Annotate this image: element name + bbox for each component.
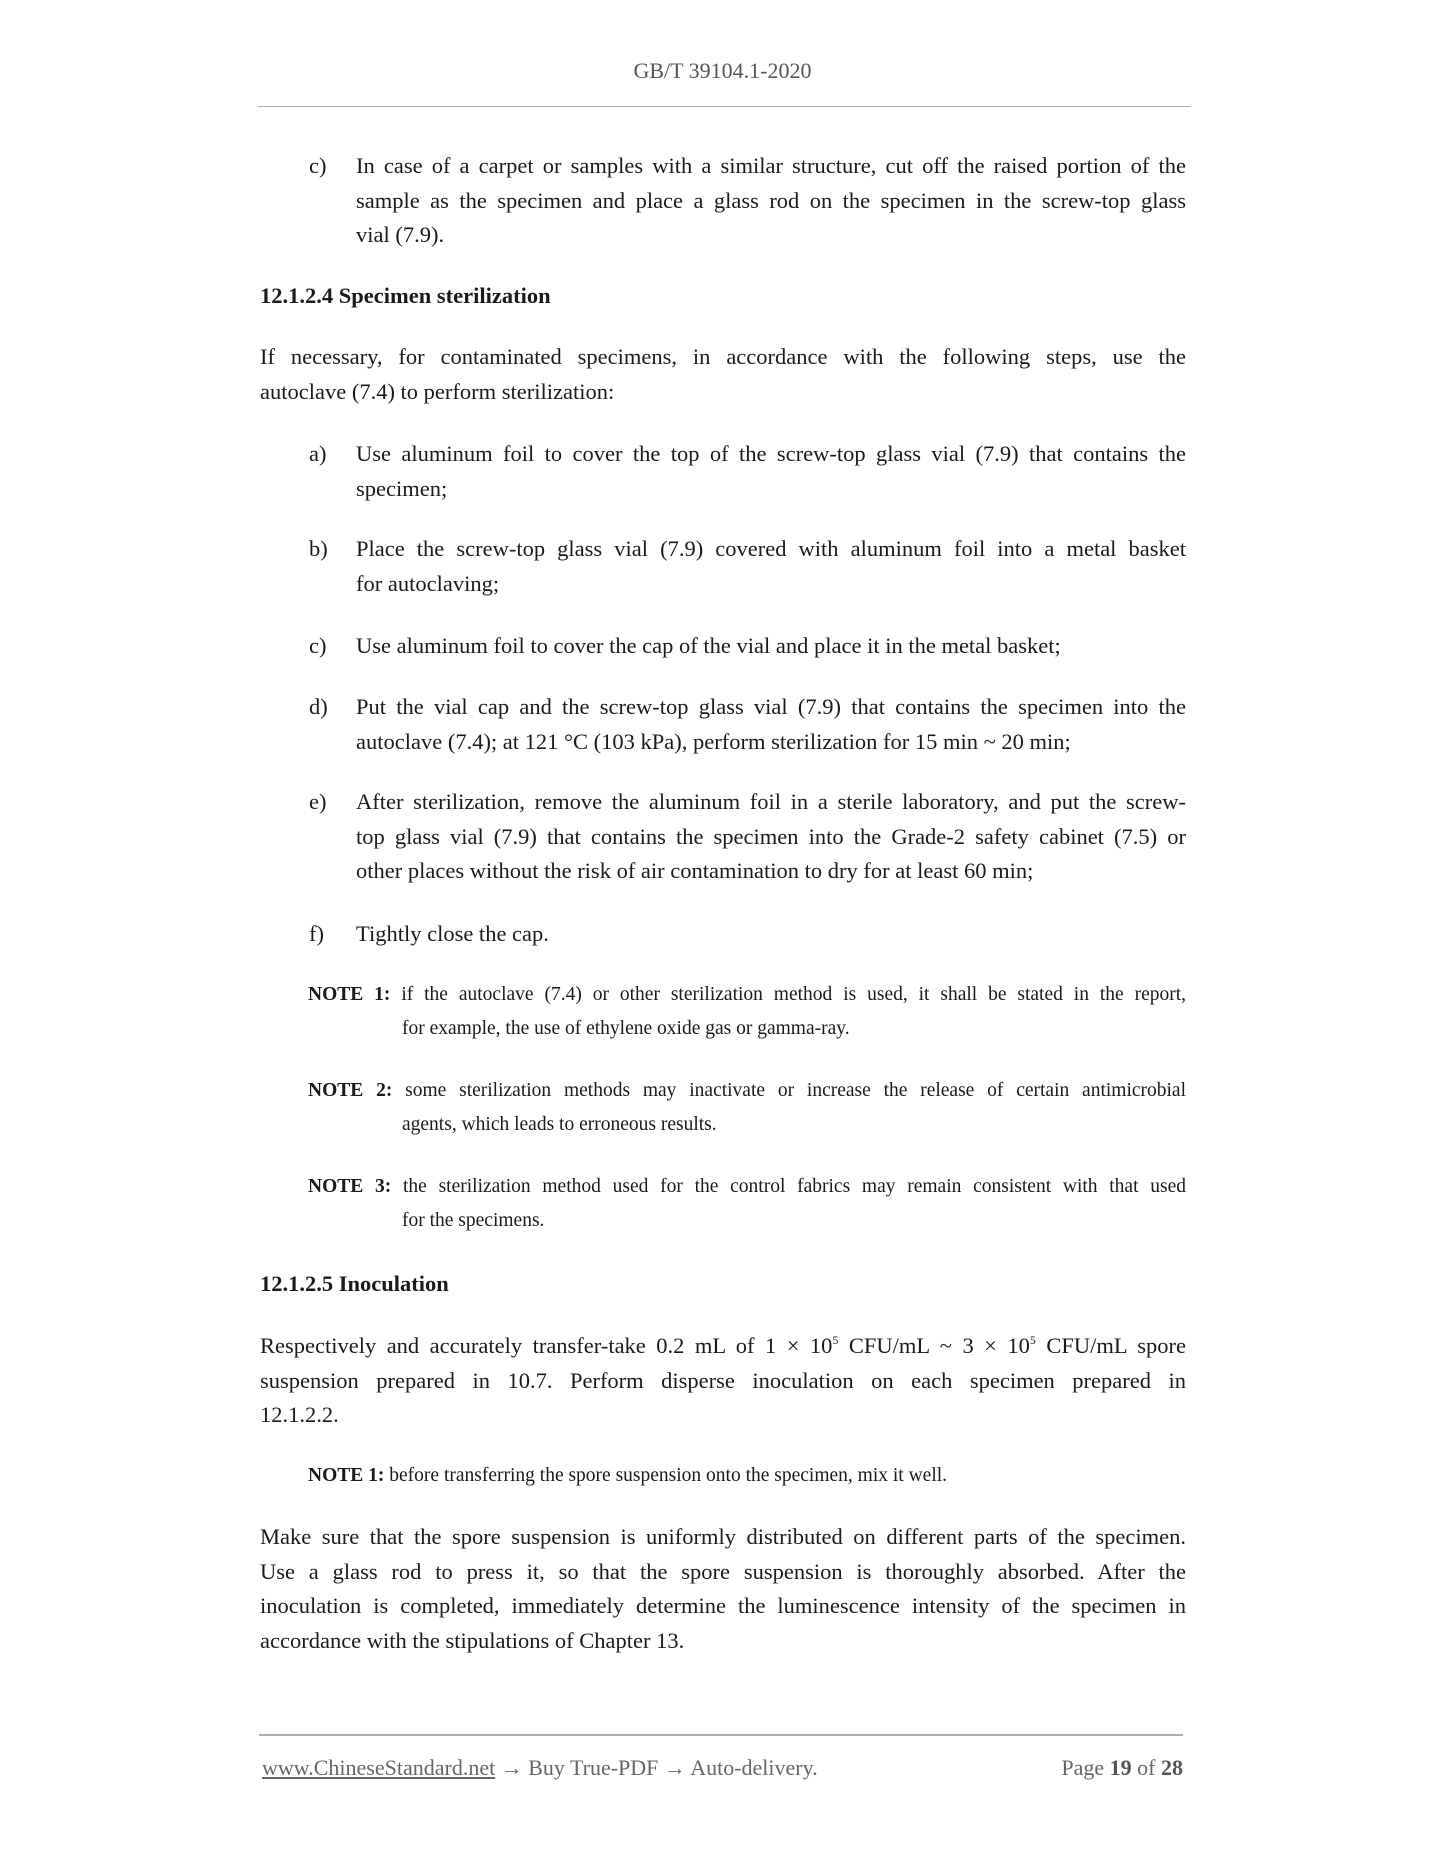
list-item-line: After sterilization, remove the aluminum foil in a sterile laboratory, and put the screw-	[356, 789, 1186, 814]
list-item-line: vial (7.9).	[356, 222, 445, 248]
note-line	[308, 978, 1186, 1012]
note-label: NOTE 2:	[308, 1080, 393, 1101]
list-item-line: specimen;	[356, 475, 448, 501]
section-heading: 12.1.2.5 Inoculation	[260, 1271, 449, 1296]
list-item-line: Use aluminum foil to cover the top of the screw-top glass vial (7.9) that contains the	[356, 441, 1186, 466]
page-number	[1061, 1755, 1183, 1781]
paragraph-line: autoclave (7.4) to perform sterilization:	[260, 378, 615, 404]
list-item-line: Use aluminum foil to cover the cap of the vial and place it in the metal basket;	[356, 633, 1061, 658]
note-line	[308, 1074, 1186, 1108]
list-item-label: d)	[309, 694, 328, 719]
paragraph-line: If necessary, for contaminated specimens, in accordance with the following steps, use the	[260, 344, 1186, 369]
list-item-label: e)	[309, 789, 327, 814]
list-item-line: Tightly close the cap.	[356, 921, 549, 946]
list-item-line: autoclave (7.4); at 121 °C (103 kPa), perform sterilization for 15 min ~ 20 min;	[356, 728, 1071, 754]
list-item-label: b)	[309, 536, 328, 561]
current-page: 19	[1109, 1755, 1132, 1780]
note-label: NOTE 1:	[308, 1465, 385, 1486]
paragraph-line	[260, 1329, 1186, 1363]
buy-pdf-text: Buy True-PDF	[528, 1755, 659, 1780]
note-text: before transferring the spore suspension onto the specimen, mix it well.	[389, 1465, 948, 1486]
paragraph-line: Use a glass rod to press it, so that the spore suspension is thoroughly absorbed. After the	[260, 1558, 1186, 1584]
list-item-line: sample as the specimen and place a glass rod on the specimen in the screw-top glass	[356, 187, 1186, 213]
section-heading: 12.1.2.4 Specimen sterilization	[260, 283, 551, 308]
note-text: some sterilization methods may inactivate or increase the release of certain antimicrobial	[405, 1080, 1186, 1101]
document-id-header: GB/T 39104.1-2020	[633, 58, 812, 83]
paragraph-line: suspension prepared in 10.7. Perform disperse inoculation on each specimen prepared in	[260, 1367, 1186, 1393]
list-item-label: a)	[309, 441, 327, 466]
list-item-label: f)	[309, 921, 324, 946]
arrow-icon: →	[663, 1755, 686, 1780]
header-rule	[258, 106, 1191, 107]
text-segment: CFU/mL ~ 3 × 10	[838, 1333, 1030, 1358]
paragraph-line: accordance with the stipulations of Chapter 13.	[260, 1627, 685, 1653]
footer-left	[262, 1755, 818, 1781]
list-item-label: c)	[309, 153, 327, 178]
website-link[interactable]: www.ChineseStandard.net	[262, 1755, 496, 1780]
arrow-icon: →	[500, 1755, 523, 1780]
paragraph-line: 12.1.2.2.	[260, 1402, 339, 1428]
note-line: for example, the use of ethylene oxide gas or gamma-ray.	[402, 1018, 850, 1040]
of-label: of	[1137, 1755, 1156, 1780]
paragraph-line: inoculation is completed, immediately determine the luminescence intensity of the specimen in	[260, 1593, 1186, 1619]
note-line: for the specimens.	[402, 1210, 545, 1232]
superscript: 5	[1029, 1333, 1036, 1347]
note-label: NOTE 1:	[308, 984, 391, 1005]
auto-delivery-text: Auto-delivery.	[690, 1755, 818, 1780]
superscript: 5	[832, 1333, 839, 1347]
note-text: if the autoclave (7.4) or other sterilization method is used, it shall be stated in the report,	[401, 984, 1186, 1005]
list-item-line: Place the screw-top glass vial (7.9) covered with aluminum foil into a metal basket	[356, 536, 1186, 561]
text-segment: CFU/mL spore	[1035, 1333, 1186, 1358]
note-line	[308, 1459, 947, 1493]
list-item-line: for autoclaving;	[356, 570, 500, 596]
page-label: Page	[1061, 1755, 1105, 1780]
note-label: NOTE 3:	[308, 1176, 392, 1197]
list-item-line: other places without the risk of air contamination to dry for at least 60 min;	[356, 858, 1034, 884]
note-line: agents, which leads to erroneous results.	[402, 1114, 717, 1136]
list-item-line: In case of a carpet or samples with a similar structure, cut off the raised portion of the	[356, 153, 1186, 178]
list-item-line: top glass vial (7.9) that contains the specimen into the Grade-2 safety cabinet (7.5) or	[356, 823, 1186, 849]
text-segment: Respectively and accurately transfer-take 0.2 mL of 1 × 10	[260, 1333, 833, 1358]
list-item-line: Put the vial cap and the screw-top glass vial (7.9) that contains the specimen into the	[356, 694, 1186, 719]
note-line	[308, 1170, 1186, 1204]
paragraph-line: Make sure that the spore suspension is uniformly distributed on different parts of the specimen.	[260, 1524, 1186, 1549]
list-item-label: c)	[309, 633, 327, 658]
footer-rule	[259, 1734, 1183, 1736]
note-text: the sterilization method used for the control fabrics may remain consistent with that used	[403, 1176, 1186, 1197]
total-pages: 28	[1161, 1755, 1183, 1780]
